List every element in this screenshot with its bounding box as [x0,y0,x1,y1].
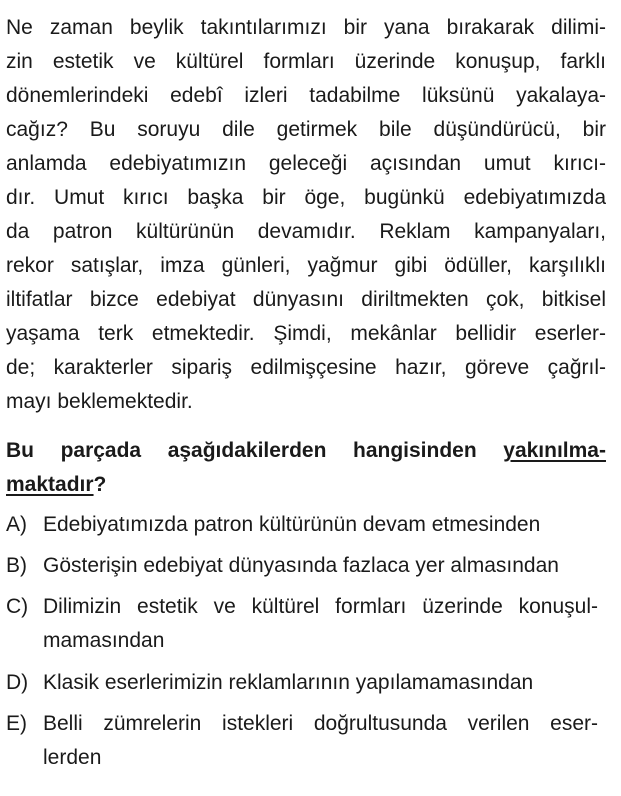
option-letter: A) [6,513,27,536]
option-text [43,549,598,583]
question-keyword: maktadır [6,473,94,496]
option-line: Belli zümrelerin istekleri doğrultusunda verilen eser- [43,712,598,735]
option-letter: D) [6,671,29,694]
question-text: Bu parçada aşağıdakilerden hangisinden [6,439,477,462]
passage-line: cağız? Bu soruyu dile getirmek bile düşündürücü, bir [6,118,606,141]
option-text [43,707,598,775]
passage-line: iltifatlar bizce edebiyat dünyasını diriltmekten çok, bitkisel [6,288,606,311]
question-stem [6,434,606,502]
option-text [43,666,598,700]
passage-line: yaşama terk etmektedir. Şimdi, mekânlar bellidir eserler- [6,322,606,345]
passage-line: Ne zaman beylik takıntılarımızı bir yana bırakarak dilimi- [6,16,606,39]
question-keyword: yakınılma- [503,439,606,462]
passage-line: dır. Umut kırıcı başka bir öge, bugünkü edebiyatımızda [6,186,606,209]
reading-passage [6,11,606,419]
question-mark: ? [93,473,107,496]
passage-line: dönemlerindeki edebî izleri tadabilme lüksünü yakalaya- [6,84,606,107]
option-letter: E) [6,712,27,735]
question-line [6,434,606,468]
passage-line: mayı beklemektedir. [6,390,193,413]
option-line: Dilimizin estetik ve kültürel formları üzerinde konuşul- [43,595,598,618]
option-line: Edebiyatımızda patron kültürünün devam etmesinden [43,513,541,536]
passage-line: rekor satışlar, imza günleri, yağmur gibi ödüller, karşılıklı [6,254,606,277]
question-line [6,468,606,502]
option-line: Gösterişin edebiyat dünyasında fazlaca yer almasından [43,554,559,577]
passage-line: anlamda edebiyatımızın geleceği açısından umut kırıcı- [6,152,606,175]
passage-line: de; karakterler sipariş edilmişçesine hazır, göreve çağrıl- [6,356,606,379]
option-line: lerden [43,746,102,769]
option-text [43,508,598,542]
passage-line: zin estetik ve kültürel formları üzerinde konuşup, farklı [6,50,606,73]
passage-line: da patron kültürünün devamıdır. Reklam kampanyaları, [6,220,606,243]
option-letter: C) [6,595,29,618]
option-letter: B) [6,554,27,577]
option-text [43,590,598,658]
option-line: Klasik eserlerimizin reklamlarının yapılamamasından [43,671,534,694]
option-line: mamasından [43,629,165,652]
